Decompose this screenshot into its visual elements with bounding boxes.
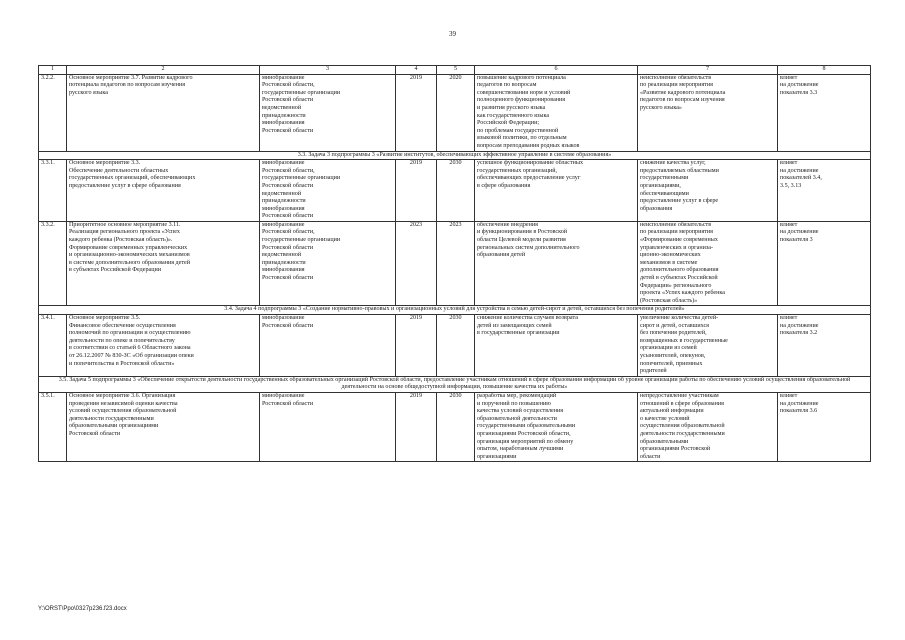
table-row (39, 221, 871, 306)
table-row (39, 160, 871, 222)
cell-line: условий осуществления образовательной (69, 408, 177, 415)
measure-name (67, 160, 260, 222)
end-year: 2030 (437, 392, 475, 461)
cell-line: на достижение (780, 400, 819, 407)
measure-name (67, 392, 260, 461)
cell-line: государственные организации (262, 175, 341, 182)
cell-line: Ростовской области (262, 182, 314, 189)
cell-line: области Целевой модели развития (477, 237, 566, 244)
cell-line: Основное мероприятие 3.3. (69, 160, 141, 167)
cell-line: полноценного функционирования (477, 97, 566, 104)
cell-line: о качестве условий (640, 415, 690, 422)
cell-line: отношений в сфере образования (640, 400, 724, 407)
cell-line: качества условий осуществления (477, 408, 564, 415)
cell-line: показателя 3 (780, 237, 813, 244)
cell-line: показателя 3.3 (780, 89, 818, 96)
cell-line: государственные организации (262, 237, 341, 244)
cell-line: проекта «Успех каждого ребенка (640, 290, 725, 297)
column-number: 2 (67, 66, 260, 75)
executor (260, 315, 396, 377)
measure-number: 3.3.1. (39, 160, 67, 222)
cell-line: минобразование (262, 315, 305, 321)
cell-line: в сфере образования (477, 182, 531, 189)
cell-line: снижение качества услуг, (640, 160, 706, 167)
cell-line: принадлежности (262, 112, 306, 119)
cell-line: осуществления образовательной (640, 423, 725, 430)
cell-line: 3.5, 3.13 (780, 182, 802, 189)
measure-name (67, 221, 260, 306)
cell-line: области (640, 453, 661, 460)
cell-line: государственными (640, 175, 689, 182)
indicator-link (778, 74, 871, 151)
start-year: 2023 (396, 221, 437, 306)
executor (260, 221, 396, 306)
cell-line: государственными образовательными (477, 423, 576, 430)
expected-result (475, 392, 638, 461)
cell-line: по реализации мероприятия (640, 229, 713, 236)
cell-line: минобразования (262, 120, 305, 127)
cell-line: на достижение (780, 167, 819, 174)
cell-line: как государственного языка (477, 112, 550, 119)
end-year: 2030 (437, 315, 475, 377)
cell-line: минобразования (262, 205, 305, 212)
cell-line: снижение количества случаев возврата (477, 315, 578, 321)
cell-line: Российской Федерации; (477, 120, 540, 127)
cell-line: ционно-экономических (640, 252, 701, 259)
measure-name (67, 315, 260, 377)
cell-line: опытом, наработанным лучшими (477, 446, 564, 453)
column-number: 8 (778, 66, 871, 75)
cell-line: в государственные организации (477, 330, 560, 337)
cell-line: государственных организаций, обеспечивающих (69, 175, 196, 182)
expected-result (475, 160, 638, 222)
cell-line: влияет (780, 392, 798, 399)
non-implementation-consequence (638, 74, 778, 151)
cell-line: показателя 3.6 (780, 408, 818, 415)
cell-line: региональных систем дополнительного (477, 244, 580, 251)
cell-line: педагогов по вопросам (477, 82, 537, 89)
cell-line: минобразование (262, 221, 305, 228)
cell-line: предоставление услуг в сфере (640, 198, 719, 205)
cell-line: минобразование (262, 392, 305, 399)
section-title: 3.3. Задача 3 подпрограммы 3 «Развитие институтов, обеспечивающих эффективное управление в системе образования» (39, 151, 871, 160)
measure-number: 3.2.2. (39, 74, 67, 151)
cell-line: Ростовской области (262, 275, 314, 282)
start-year: 2019 (396, 392, 437, 461)
section-row (39, 376, 871, 392)
column-number: 7 (638, 66, 778, 75)
cell-line: Ростовской области, (262, 82, 315, 89)
cell-line: полномочий по организации и осуществлению (69, 330, 191, 337)
cell-line: организация мероприятий по обмену (477, 438, 574, 445)
cell-line: государственных организаций, (477, 167, 558, 174)
expected-result (475, 315, 638, 377)
column-number: 3 (260, 66, 396, 75)
cell-line: и организационно-экономических механизмов (69, 252, 190, 259)
cell-line: ведомственной (262, 252, 302, 259)
cell-line: организации из семей (640, 345, 697, 352)
cell-line: увеличение количества детей- (640, 315, 719, 321)
non-implementation-consequence (638, 315, 778, 377)
cell-line: Федерации» регионального (640, 282, 712, 289)
cell-line: показателей 3.4, (780, 175, 822, 182)
cell-line: дополнительного образования (640, 267, 719, 274)
non-implementation-consequence (638, 221, 778, 306)
cell-line: сирот и детей, оставшихся (640, 322, 709, 329)
indicator-link (778, 392, 871, 461)
cell-line: минобразование (262, 160, 305, 167)
start-year: 2019 (396, 74, 437, 151)
cell-line: образовательными (640, 438, 689, 445)
cell-line: принадлежности (262, 259, 306, 266)
cell-line: Основное мероприятие 3.6. Организация (69, 392, 176, 399)
cell-line: организациями, (640, 182, 681, 189)
page-number: 39 (449, 30, 456, 38)
cell-line: Реализация регионального проекта «Успех (69, 229, 180, 236)
cell-line: актуальной информации (640, 408, 704, 415)
column-number: 5 (437, 66, 475, 75)
cell-line: Ростовской области (262, 97, 314, 104)
cell-line: «Формирование современных (640, 237, 718, 244)
end-year: 2023 (437, 221, 475, 306)
cell-line: деятельности государственными (640, 430, 725, 437)
cell-line: (Ростовская область)» (640, 297, 698, 304)
cell-line: на достижение (780, 229, 819, 236)
cell-line: детей из замещающих семей (477, 322, 552, 329)
cell-line: возвращенных в государственные (640, 337, 728, 344)
cell-line: предоставляемых областными (640, 167, 719, 174)
cell-line: и функционирования в Ростовской (477, 229, 568, 236)
cell-line: минобразования (262, 267, 305, 274)
cell-line: родителей (640, 368, 667, 375)
cell-line: организациями Ростовской области, (477, 430, 571, 437)
cell-line: минобразование (262, 74, 305, 81)
cell-line: организациями (477, 453, 517, 460)
cell-line: потенциала педагогов по вопросам изучения (69, 82, 186, 89)
cell-line: деятельности по опеке и попечительству (69, 337, 175, 344)
section-row (39, 151, 871, 160)
cell-line: организациями Ростовской (640, 446, 711, 453)
cell-line: Ростовской области (262, 400, 314, 407)
cell-line: в субъектах Российской Федерации (69, 267, 162, 274)
cell-line: непредоставление участникам (640, 392, 719, 399)
cell-line: образовательной деятельности (477, 415, 557, 422)
measure-number: 3.5.1. (39, 392, 67, 461)
indicator-link (778, 160, 871, 222)
measure-number: 3.3.2. (39, 221, 67, 306)
indicator-link (778, 315, 871, 377)
cell-line: показателя 3.2 (780, 330, 818, 337)
cell-line: Приоритетное основное мероприятие 3.11. (69, 221, 181, 228)
cell-line: от 26.12.2007 № 830-ЗС «Об организации опеки (69, 352, 194, 359)
cell-line: Основное мероприятие 3.7. Развитие кадрового (69, 74, 193, 81)
cell-line: Ростовской области (262, 127, 314, 134)
cell-line: предоставление услуг в сфере образования (69, 182, 181, 189)
cell-line: Основное мероприятие 3.5. (69, 315, 141, 321)
column-numbers-row (39, 66, 871, 75)
cell-line: неисполнение обязательств (640, 221, 712, 228)
cell-line: влияет (780, 74, 798, 81)
cell-line: Обеспечение деятельности областных (69, 167, 169, 174)
cell-line: Ростовской области (262, 213, 314, 220)
cell-line: и поручений по повышению (477, 400, 551, 407)
measure-number: 3.4.1. (39, 315, 67, 377)
cell-line: управленческих и организа- (640, 244, 714, 251)
cell-line: и развития русского языка (477, 104, 546, 111)
cell-line: Ростовской области (69, 430, 121, 437)
end-year: 2030 (437, 160, 475, 222)
cell-line: совершенствования норм и условий (477, 89, 571, 96)
cell-line: Ростовской области (262, 322, 314, 329)
cell-line: и попечительства в Ростовской области» (69, 360, 175, 367)
cell-line: «Развитие кадрового потенциала (640, 89, 726, 96)
cell-line: без попечения родителей, (640, 330, 707, 337)
cell-line: принадлежности (262, 198, 306, 205)
cell-line: ведомственной (262, 190, 302, 197)
non-implementation-consequence (638, 392, 778, 461)
cell-line: попечителей, приемных (640, 360, 703, 367)
cell-line: усыновителей, опекунов, (640, 352, 706, 359)
cell-line: Ростовской области, (262, 229, 315, 236)
non-implementation-consequence (638, 160, 778, 222)
cell-line: на достижение (780, 322, 819, 329)
cell-line: каждого ребенка (Ростовская область)». (69, 237, 173, 244)
cell-line: повышение кадрового потенциала (477, 74, 566, 81)
table-row (39, 315, 871, 377)
cell-line: Финансовое обеспечение осуществления (69, 322, 176, 329)
table-row (39, 392, 871, 461)
table-row (39, 74, 871, 151)
cell-line: Формирование современных управленческих (69, 244, 188, 251)
executor (260, 160, 396, 222)
start-year: 2019 (396, 160, 437, 222)
cell-line: обеспечивающих предоставление услуг (477, 175, 581, 182)
column-number: 4 (396, 66, 437, 75)
cell-line: вопросам преподавания родных языков (477, 142, 580, 149)
cell-line: успешное функционирование областных (477, 160, 584, 167)
cell-line: русского языка (69, 89, 108, 96)
cell-line: на достижение (780, 82, 819, 89)
cell-line: языковой политики, по отдельным (477, 135, 567, 142)
section-row (39, 306, 871, 315)
cell-line: деятельности государственными (69, 415, 154, 422)
cell-line: влияет (780, 315, 798, 321)
cell-line: детей в субъектах Российской (640, 275, 718, 282)
indicator-link (778, 221, 871, 306)
cell-line: неисполнение обязательств (640, 74, 712, 81)
cell-line: государственные организации (262, 89, 341, 96)
cell-line: обеспечение внедрения (477, 221, 538, 228)
cell-line: образования детей (477, 252, 526, 259)
column-number: 1 (39, 66, 67, 75)
expected-result (475, 74, 638, 151)
cell-line: Ростовской области (262, 244, 314, 251)
executor (260, 74, 396, 151)
expected-result (475, 221, 638, 306)
cell-line: в соответствии со статьей 6 Областного закона (69, 345, 191, 352)
cell-line: по реализации мероприятия (640, 82, 713, 89)
cell-line: обеспечивающими (640, 190, 689, 197)
file-path: Y:\ORST\Ppo\0327p236.f23.docx (38, 606, 127, 612)
cell-line: по проблемам государственной (477, 127, 559, 134)
cell-line: проведения независимой оценки качества (69, 400, 178, 407)
end-year: 2020 (437, 74, 475, 151)
cell-line: Ростовской области, (262, 167, 315, 174)
cell-line: влияет (780, 160, 798, 167)
start-year: 2019 (396, 315, 437, 377)
column-number: 6 (475, 66, 638, 75)
cell-line: влияет (780, 221, 798, 228)
cell-line: в системе дополнительного образования детей (69, 259, 190, 266)
cell-line: педагогов по вопросам изучения (640, 97, 725, 104)
cell-line: русского языка» (640, 104, 682, 111)
executor (260, 392, 396, 461)
cell-line: разработка мер, рекомендаций (477, 392, 557, 399)
section-title: 3.5. Задача 5 подпрограммы 3 «Обеспечение открытости деятельности государственных образовательных организаций Ростовской области, предоставление участникам отношений в сфере образования информации об уровне организации работы по обеспечению условий осуществления образовательной деятельности на основе общедоступной информации, повышение качества их работы» (39, 376, 871, 392)
cell-line: ведомственной (262, 104, 302, 111)
cell-line: образования (640, 205, 673, 212)
measure-name (67, 74, 260, 151)
section-title: 3.4. Задача 4 подпрограммы 3 «Создание нормативно-правовых и организационных условий для устройства в семью детей-сирот и детей, оставшихся без попечения родителей» (39, 306, 871, 315)
cell-line: образовательными организациями (69, 423, 159, 430)
measures-table (38, 65, 871, 462)
cell-line: механизмов в системе (640, 259, 698, 266)
